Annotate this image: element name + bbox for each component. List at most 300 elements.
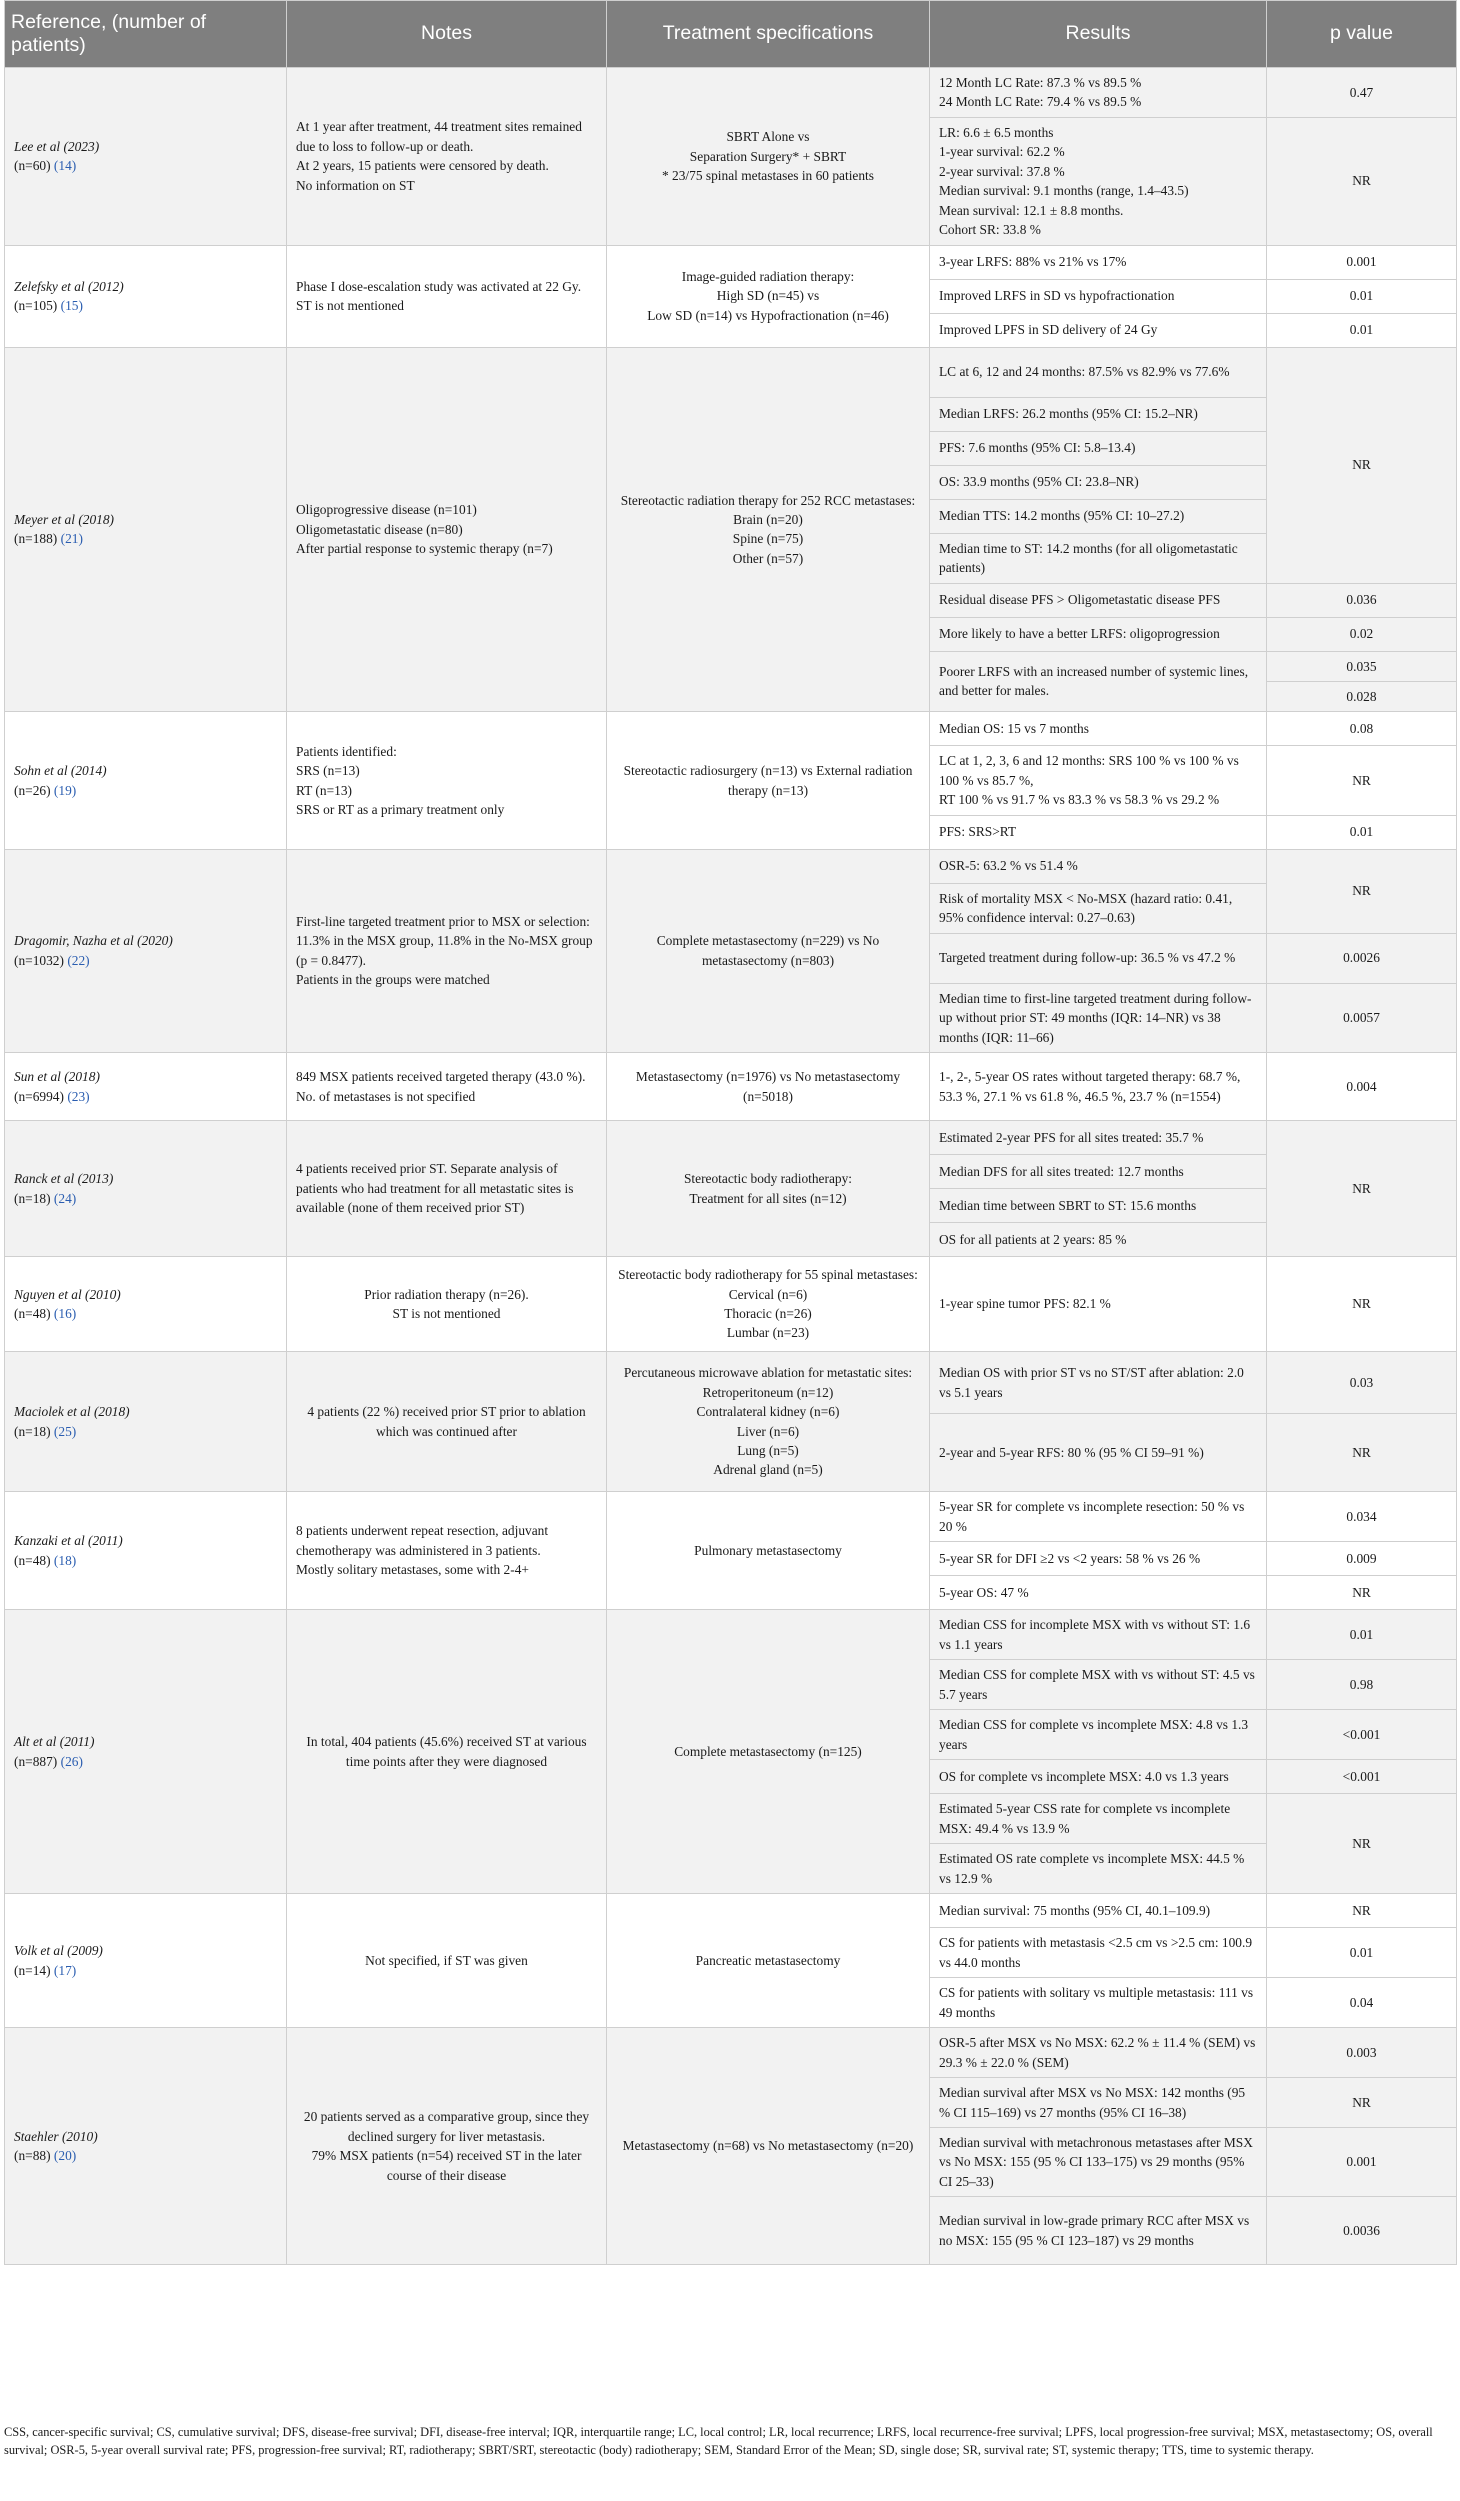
table-row: [5, 1492, 1457, 1542]
notes-line: In total, 404 patients (45.6%) received ST at various time points after they were diagnosed: [306, 1734, 587, 1769]
table-row: [5, 849, 1457, 883]
result-cell: [930, 1223, 1267, 1257]
p-value-cell: NR: [1267, 849, 1457, 933]
reference-cell: [5, 849, 287, 1052]
reference-count-line: [14, 156, 277, 175]
table-row: [5, 2028, 1457, 2078]
reference-count-line: [14, 2146, 277, 2165]
result-cell: [930, 1576, 1267, 1610]
result-cell: [930, 1492, 1267, 1542]
table-row: [5, 68, 1457, 118]
patient-count: (n=18): [14, 1190, 51, 1206]
result-cell: [930, 533, 1267, 583]
result-line: 2-year survival: 37.8 %: [939, 163, 1065, 179]
treatment-line: Complete metastasectomy (n=125): [674, 1743, 862, 1759]
treatment-cell: [607, 1352, 930, 1492]
treatment-cell: [607, 1121, 930, 1257]
notes-cell: [287, 2028, 607, 2265]
result-line: 2-year and 5-year RFS: 80 % (95 % CI 59–91 %): [939, 1444, 1204, 1460]
treatment-line: Complete metastasectomy (n=229) vs No metastasectomy (n=803): [656, 933, 880, 968]
treatment-cell: [607, 68, 930, 246]
result-cell: [930, 117, 1267, 245]
patient-count: (n=105): [14, 298, 58, 313]
citation-link[interactable]: (17): [53, 1962, 77, 1978]
notes-cell: [287, 347, 607, 712]
notes-line: Patients in the groups were matched: [296, 972, 490, 988]
result-cell: [930, 1894, 1267, 1928]
p-value-cell: 0.01: [1267, 279, 1457, 313]
result-line: Mean survival: 12.1 ± 8.8 months.: [939, 202, 1124, 218]
treatment-cell: [607, 347, 930, 712]
result-cell: [930, 1978, 1267, 2028]
result-cell: [930, 2028, 1267, 2078]
reference-count-line: [14, 1752, 277, 1771]
result-cell: [930, 983, 1267, 1052]
notes-line: 8 patients underwent repeat resection, adjuvant chemotherapy was administered in 3 patients.: [296, 1523, 549, 1558]
header-reference: Reference, (number of patients): [5, 1, 287, 68]
result-line: 1-year survival: 62.2 %: [939, 144, 1065, 160]
p-value-cell: 0.004: [1267, 1053, 1457, 1121]
result-cell: [930, 1414, 1267, 1492]
p-value-cell: NR: [1267, 1894, 1457, 1928]
notes-cell: [287, 712, 607, 849]
result-cell: [930, 1794, 1267, 1844]
reference-count-line: [14, 1422, 277, 1441]
result-line: OSR-5: 63.2 % vs 51.4 %: [939, 858, 1078, 874]
result-line: 24 Month LC Rate: 79.4 % vs 89.5 %: [939, 94, 1142, 110]
p-value-cell: NR: [1267, 746, 1457, 815]
treatment-line: Metastasectomy (n=1976) vs No metastasectomy (n=5018): [635, 1069, 901, 1104]
table-row: [5, 245, 1457, 279]
citation-link[interactable]: (19): [53, 782, 77, 798]
p-value-cell: <0.001: [1267, 1760, 1457, 1794]
result-line: Median CSS for complete MSX with vs without ST: 4.5 vs 5.7 years: [939, 1667, 1255, 1702]
notes-line: First-line targeted treatment prior to MSX or selection: 11.3% in the MSX group, 11.8% in the No-MSX group (p = 0.8477).: [296, 913, 593, 968]
reference-cell: [5, 1053, 287, 1121]
notes-cell: [287, 1492, 607, 1610]
treatment-line: Brain (n=20): [733, 512, 803, 527]
result-line: PFS: 7.6 months (95% CI: 5.8–13.4): [939, 440, 1136, 456]
notes-line: 4 patients (22 %) received prior ST prior to ablation which was continued after: [307, 1404, 586, 1439]
result-cell: [930, 883, 1267, 933]
notes-line: Prior radiation therapy (n=26).: [364, 1286, 529, 1302]
notes-line: Not specified, if ST was given: [365, 1952, 528, 1968]
reference-count-line: [14, 529, 277, 548]
reference-author: Nguyen et al (2010): [14, 1286, 121, 1302]
result-cell: [930, 1189, 1267, 1223]
treatment-line: Retroperitoneum (n=12): [702, 1384, 834, 1400]
p-value-cell: 0.01: [1267, 313, 1457, 347]
patient-count: (n=48): [14, 1552, 51, 1568]
p-value-cell: 0.01: [1267, 815, 1457, 849]
reference-cell: [5, 245, 287, 347]
header-treatment: Treatment specifications: [607, 1, 930, 68]
table-row: [5, 1894, 1457, 1928]
notes-line: Oligometastatic disease (n=80): [296, 521, 463, 537]
reference-author: Lee et al (2023): [14, 138, 100, 154]
reference-author: Alt et al (2011): [14, 1734, 95, 1750]
reference-author: Sohn et al (2014): [14, 763, 107, 779]
table-header-row: [5, 1, 1457, 68]
result-cell: [930, 313, 1267, 347]
result-line: Cohort SR: 33.8 %: [939, 222, 1041, 238]
header-p-value: p value: [1267, 1, 1457, 68]
result-line: LR: 6.6 ± 6.5 months: [939, 124, 1054, 140]
result-line: 1-year spine tumor PFS: 82.1 %: [939, 1296, 1111, 1312]
p-value-cell: <0.001: [1267, 1710, 1457, 1760]
result-line: Median TTS: 14.2 months (95% CI: 10–27.2): [939, 508, 1185, 524]
reference-count-line: [14, 296, 277, 315]
treatment-line: Stereotactic body radiotherapy for 55 spinal metastases:: [618, 1267, 918, 1283]
treatment-line: Cervical (n=6): [728, 1286, 808, 1302]
reference-author: Zelefsky et al (2012): [14, 278, 124, 294]
p-value-cell: 0.0036: [1267, 2197, 1457, 2265]
result-cell: [930, 1710, 1267, 1760]
citation-link[interactable]: (21): [60, 531, 83, 547]
table-row: [5, 1121, 1457, 1155]
reference-count-line: [14, 1189, 277, 1208]
result-cell: [930, 1257, 1267, 1352]
table-row: [5, 347, 1457, 397]
reference-cell: [5, 347, 287, 712]
notes-line: 20 patients served as a comparative group, since they declined surgery for liver metastasis.: [303, 2109, 590, 2144]
result-line: Residual disease PFS > Oligometastatic disease PFS: [939, 592, 1221, 608]
result-cell: [930, 397, 1267, 431]
result-line: Median CSS for incomplete MSX with vs without ST: 1.6 vs 1.1 years: [939, 1617, 1251, 1652]
treatment-cell: [607, 1492, 930, 1610]
treatment-line: Other (n=57): [732, 550, 804, 566]
table-body: [5, 68, 1457, 2265]
result-cell: [930, 815, 1267, 849]
patient-count: (n=188): [14, 531, 58, 547]
notes-line: 79% MSX patients (n=54) received ST in the later course of their disease: [311, 2148, 582, 2183]
result-line: OS: 33.9 months (95% CI: 23.8–NR): [939, 474, 1139, 490]
result-cell: [930, 1542, 1267, 1576]
patient-count: (n=18): [14, 1423, 51, 1439]
p-value-cell: NR: [1267, 2078, 1457, 2128]
treatment-line: Lumbar (n=23): [726, 1325, 810, 1341]
citation-link[interactable]: (26): [60, 1753, 83, 1769]
treatment-line: Percutaneous microwave ablation for metastatic sites:: [623, 1365, 913, 1381]
result-line: Median LRFS: 26.2 months (95% CI: 15.2–NR): [939, 406, 1198, 422]
patient-count: (n=88): [14, 2148, 51, 2164]
table-row: [5, 712, 1457, 746]
result-cell: [930, 1928, 1267, 1978]
result-line: Median CSS for complete vs incomplete MSX: 4.8 vs 1.3 years: [939, 1717, 1249, 1752]
p-value-cell: 0.034: [1267, 1492, 1457, 1542]
treatment-line: SBRT Alone vs: [726, 129, 810, 145]
treatment-cell: [607, 1053, 930, 1121]
result-cell: [930, 279, 1267, 313]
p-value-cell: 0.0057: [1267, 983, 1457, 1052]
treatment-line: Contralateral kidney (n=6): [696, 1404, 840, 1420]
notes-line: Oligoprogressive disease (n=101): [296, 502, 477, 518]
reference-author: Dragomir, Nazha et al (2020): [14, 933, 173, 949]
notes-cell: [287, 1053, 607, 1121]
result-line: OS for complete vs incomplete MSX: 4.0 vs 1.3 years: [939, 1768, 1229, 1784]
result-cell: [930, 347, 1267, 397]
citation-link[interactable]: (18): [53, 1552, 77, 1568]
treatment-cell: [607, 712, 930, 849]
reference-cell: [5, 68, 287, 246]
p-value-cell: 0.01: [1267, 1610, 1457, 1660]
patient-count: (n=14): [14, 1962, 51, 1978]
result-line: OSR-5 after MSX vs No MSX: 62.2 % ± 11.4 % (SEM) vs 29.3 % ± 22.0 % (SEM): [939, 2035, 1256, 2070]
result-line: PFS: SRS>RT: [939, 824, 1017, 840]
result-cell: [930, 431, 1267, 465]
treatment-line: Stereotactic radiation therapy for 252 RCC metastases:: [620, 492, 916, 508]
p-value-cell: 0.001: [1267, 2128, 1457, 2197]
result-line: Median survival: 9.1 months (range, 1.4–43.5): [939, 183, 1189, 199]
notes-line: At 2 years, 15 patients were censored by death.: [296, 158, 549, 174]
result-line: Targeted treatment during follow-up: 36.5 % vs 47.2 %: [939, 950, 1236, 966]
reference-count-line: [14, 951, 277, 970]
notes-line: No information on ST: [296, 177, 415, 193]
patient-count: (n=1032): [14, 952, 64, 968]
result-cell: [930, 583, 1267, 617]
reference-author: Staehler (2010): [14, 2128, 98, 2144]
citation-link[interactable]: (14): [53, 158, 77, 174]
p-value-cell: NR: [1267, 1257, 1457, 1352]
treatment-line: Stereotactic body radiotherapy:: [683, 1171, 853, 1187]
result-line: LC at 1, 2, 3, 6 and 12 months: SRS 100 % vs 100 % vs 100 % vs 85.7 %,: [939, 753, 1239, 788]
p-value-cell: 0.03: [1267, 1352, 1457, 1414]
result-line: Improved LRFS in SD vs hypofractionation: [939, 288, 1175, 304]
notes-cell: [287, 1352, 607, 1492]
p-value-cell: 0.028: [1267, 681, 1457, 711]
notes-cell: [287, 1894, 607, 2028]
notes-line: Phase I dose-escalation study was activated at 22 Gy.: [296, 278, 582, 294]
citation-link[interactable]: (15): [60, 298, 83, 313]
treatment-cell: [607, 1257, 930, 1352]
result-cell: [930, 746, 1267, 815]
patient-count: (n=6994): [14, 1088, 64, 1104]
notes-cell: [287, 1121, 607, 1257]
notes-cell: [287, 1610, 607, 1894]
reference-author: Volk et al (2009): [14, 1943, 103, 1959]
result-line: Poorer LRFS with an increased number of systemic lines, and better for males.: [939, 664, 1249, 699]
treatment-line: Thoracic (n=26): [724, 1306, 812, 1321]
result-line: Median survival after MSX vs No MSX: 142 months (95 % CI 115–169) vs 27 months (95% CI 16–38): [939, 2085, 1246, 2120]
citation-link[interactable]: (22): [67, 952, 90, 968]
notes-line: ST is not mentioned: [296, 298, 404, 313]
p-value-cell: 0.02: [1267, 617, 1457, 651]
reference-cell: [5, 1610, 287, 1894]
notes-line: RT (n=13): [296, 782, 352, 798]
result-line: Median OS: 15 vs 7 months: [939, 721, 1089, 737]
notes-line: ST is not mentioned: [392, 1306, 501, 1321]
reference-count-line: [14, 1961, 277, 1980]
p-value-cell: NR: [1267, 1121, 1457, 1257]
notes-line: Mostly solitary metastases, some with 2-4+: [296, 1562, 529, 1578]
result-line: Estimated 2-year PFS for all sites treated: 35.7 %: [939, 1129, 1204, 1145]
result-line: 5-year SR for complete vs incomplete resection: 50 % vs 20 %: [939, 1499, 1245, 1534]
result-cell: [930, 1844, 1267, 1894]
notes-line: SRS or RT as a primary treatment only: [296, 801, 505, 817]
result-line: Median survival: 75 months (95% CI, 40.1–109.9): [939, 1902, 1211, 1918]
result-line: More likely to have a better LRFS: oligoprogression: [939, 626, 1220, 642]
p-value-cell: 0.01: [1267, 1928, 1457, 1978]
result-line: Estimated OS rate complete vs incomplete MSX: 44.5 % vs 12.9 %: [939, 1851, 1245, 1886]
result-line: Median time to first-line targeted treatment during follow-up without prior ST: 49 months (IQR: 14–NR) vs 38 months (IQR: 11–66): [939, 990, 1252, 1045]
result-line: Median time to ST: 14.2 months (for all oligometastatic patients): [939, 540, 1238, 575]
result-cell: [930, 849, 1267, 883]
results-table: [4, 0, 1457, 2265]
patient-count: (n=60): [14, 158, 51, 174]
p-value-cell: 0.036: [1267, 583, 1457, 617]
treatment-line: Spine (n=75): [732, 531, 804, 547]
result-cell: [930, 2078, 1267, 2128]
reference-count-line: [14, 781, 277, 800]
table-row: [5, 1257, 1457, 1352]
p-value-cell: 0.009: [1267, 1542, 1457, 1576]
result-line: Median time between SBRT to ST: 15.6 months: [939, 1197, 1197, 1213]
p-value-cell: 0.47: [1267, 68, 1457, 118]
result-cell: [930, 245, 1267, 279]
result-cell: [930, 465, 1267, 499]
result-cell: [930, 2197, 1267, 2265]
result-cell: [930, 651, 1267, 712]
treatment-line: Lung (n=5): [737, 1442, 799, 1458]
reference-cell: [5, 1492, 287, 1610]
result-line: CS for patients with solitary vs multiple metastasis: 111 vs 49 months: [939, 1985, 1254, 2020]
header-results: Results: [930, 1, 1267, 68]
notes-line: 4 patients received prior ST. Separate analysis of patients who had treatment for all metastatic sites is available (none of them received prior ST): [296, 1161, 574, 1216]
notes-line: 849 MSX patients received targeted therapy (43.0 %). No. of metastases is not specified: [296, 1069, 586, 1104]
p-value-cell: 0.003: [1267, 2028, 1457, 2078]
reference-cell: [5, 1257, 287, 1352]
result-line: Median DFS for all sites treated: 12.7 months: [939, 1163, 1184, 1179]
reference-cell: [5, 712, 287, 849]
notes-cell: [287, 68, 607, 246]
result-line: LC at 6, 12 and 24 months: 87.5% vs 82.9% vs 77.6%: [939, 364, 1230, 380]
result-line: CS for patients with metastasis <2.5 cm vs >2.5 cm: 100.9 vs 44.0 months: [939, 1935, 1253, 1970]
notes-cell: [287, 1257, 607, 1352]
result-line: RT 100 % vs 91.7 % vs 83.3 % vs 58.3 % vs 29.2 %: [939, 792, 1220, 808]
reference-count-line: [14, 1551, 277, 1570]
treatment-line: * 23/75 spinal metastases in 60 patients: [662, 167, 874, 183]
result-line: 12 Month LC Rate: 87.3 % vs 89.5 %: [939, 75, 1142, 90]
reference-count-line: [14, 1087, 277, 1106]
result-line: Median OS with prior ST vs no ST/ST after ablation: 2.0 vs 5.1 years: [939, 1365, 1244, 1400]
treatment-line: Pulmonary metastasectomy: [694, 1542, 842, 1558]
citation-link[interactable]: (23): [67, 1088, 90, 1104]
result-cell: [930, 1610, 1267, 1660]
p-value-cell: NR: [1267, 1794, 1457, 1894]
notes-cell: [287, 849, 607, 1052]
notes-line: At 1 year after treatment, 44 treatment sites remained due to loss to follow-up or death.: [296, 119, 582, 154]
treatment-line: High SD (n=45) vs: [716, 288, 820, 304]
p-value-cell: NR: [1267, 347, 1457, 583]
treatment-line: Separation Surgery* + SBRT: [689, 148, 847, 164]
p-value-cell: NR: [1267, 1414, 1457, 1492]
notes-line: Patients identified:: [296, 743, 397, 759]
notes-line: SRS (n=13): [296, 763, 360, 779]
result-cell: [930, 499, 1267, 533]
citation-link[interactable]: (20): [53, 2148, 77, 2164]
result-line: Median survival with metachronous metastases after MSX vs No MSX: 155 (95 % CI 133–175) vs 29 months (95% CI 25–33): [939, 2135, 1253, 2189]
patient-count: (n=26): [14, 782, 51, 798]
treatment-line: Image-guided radiation therapy:: [681, 268, 855, 284]
result-line: 1-, 2-, 5-year OS rates without targeted therapy: 68.7 %, 53.3 %, 27.1 % vs 61.8 %, 46.5 %, 23.7 % (n=1554): [939, 1069, 1241, 1104]
notes-cell: [287, 245, 607, 347]
result-cell: [930, 2128, 1267, 2197]
result-cell: [930, 933, 1267, 983]
result-cell: [930, 1352, 1267, 1414]
result-line: OS for all patients at 2 years: 85 %: [939, 1231, 1127, 1247]
table-row: [5, 1053, 1457, 1121]
treatment-line: Metastasectomy (n=68) vs No metastasectomy (n=20): [622, 2138, 914, 2154]
treatment-line: Pancreatic metastasectomy: [695, 1952, 841, 1968]
citation-link[interactable]: (24): [53, 1190, 77, 1206]
treatment-line: Adrenal gland (n=5): [713, 1462, 823, 1478]
reference-cell: [5, 1894, 287, 2028]
result-line: 5-year OS: 47 %: [939, 1584, 1029, 1600]
patient-count: (n=887): [14, 1753, 58, 1769]
table-footnote: CSS, cancer-specific survival; CS, cumulative survival; DFS, disease-free survival; DFI, disease-free interval; IQR, interquartile range; LC, local control; LR, local recurrence; LRFS, local recurrence-free survival; LPFS, local progression-free survival; MSX, metastasectomy; OS, overall survival; OSR-5, 5-year overall survival rate; PFS, progression-free survival; RT, radiotherapy; SBRT/SRT, stereotactic (body) radiotherapy; SEM, Standard Error of the Mean; SD, single dose; SR, survival rate; ST, systemic therapy; TTS, time to systemic therapy.: [4, 2425, 1433, 2457]
table-row: [5, 1352, 1457, 1414]
p-value-cell: NR: [1267, 117, 1457, 245]
treatment-cell: [607, 1894, 930, 2028]
result-cell: [930, 1660, 1267, 1710]
treatment-line: Stereotactic radiosurgery (n=13) vs External radiation therapy (n=13): [623, 763, 913, 798]
result-line: Improved LPFS in SD delivery of 24 Gy: [939, 322, 1158, 338]
p-value-cell: NR: [1267, 1576, 1457, 1610]
result-cell: [930, 1053, 1267, 1121]
reference-cell: [5, 1121, 287, 1257]
patient-count: (n=48): [14, 1306, 51, 1321]
header-notes: Notes: [287, 1, 607, 68]
reference-author: Meyer et al (2018): [14, 512, 115, 527]
p-value-cell: 0.001: [1267, 245, 1457, 279]
p-value-cell: 0.08: [1267, 712, 1457, 746]
result-line: Estimated 5-year CSS rate for complete vs incomplete MSX: 49.4 % vs 13.9 %: [939, 1801, 1231, 1836]
treatment-cell: [607, 1610, 930, 1894]
result-line: 3-year LRFS: 88% vs 21% vs 17%: [939, 254, 1127, 270]
reference-count-line: [14, 1304, 277, 1323]
table-row: [5, 1610, 1457, 1660]
result-cell: [930, 1121, 1267, 1155]
treatment-line: Liver (n=6): [736, 1423, 800, 1439]
treatment-line: Treatment for all sites (n=12): [689, 1190, 847, 1206]
result-line: Median survival in low-grade primary RCC after MSX vs no MSX: 155 (95 % CI 123–187) vs 29 months: [939, 2213, 1250, 2248]
result-cell: [930, 617, 1267, 651]
result-cell: [930, 68, 1267, 118]
result-cell: [930, 1155, 1267, 1189]
treatment-cell: [607, 245, 930, 347]
reference-author: Ranck et al (2013): [14, 1171, 114, 1187]
result-line: Risk of mortality MSX < No-MSX (hazard ratio: 0.41, 95% confidence interval: 0.27–0.63): [939, 890, 1233, 926]
p-value-cell: 0.98: [1267, 1660, 1457, 1710]
citation-link[interactable]: (25): [53, 1423, 77, 1439]
reference-cell: [5, 1352, 287, 1492]
p-value-cell: 0.035: [1267, 651, 1457, 681]
treatment-line: Low SD (n=14) vs Hypofractionation (n=46): [647, 307, 889, 323]
treatment-cell: [607, 849, 930, 1052]
notes-line: After partial response to systemic therapy (n=7): [296, 541, 553, 557]
result-line: 5-year SR for DFI ≥2 vs <2 years: 58 % vs 26 %: [939, 1550, 1201, 1566]
p-value-cell: 0.0026: [1267, 933, 1457, 983]
reference-author: Sun et al (2018): [14, 1069, 100, 1085]
citation-link[interactable]: (16): [53, 1306, 77, 1321]
reference-author: Kanzaki et al (2011): [14, 1533, 123, 1549]
reference-cell: [5, 2028, 287, 2265]
treatment-cell: [607, 2028, 930, 2265]
result-cell: [930, 1760, 1267, 1794]
reference-author: Maciolek et al (2018): [14, 1404, 130, 1420]
p-value-cell: 0.04: [1267, 1978, 1457, 2028]
result-cell: [930, 712, 1267, 746]
